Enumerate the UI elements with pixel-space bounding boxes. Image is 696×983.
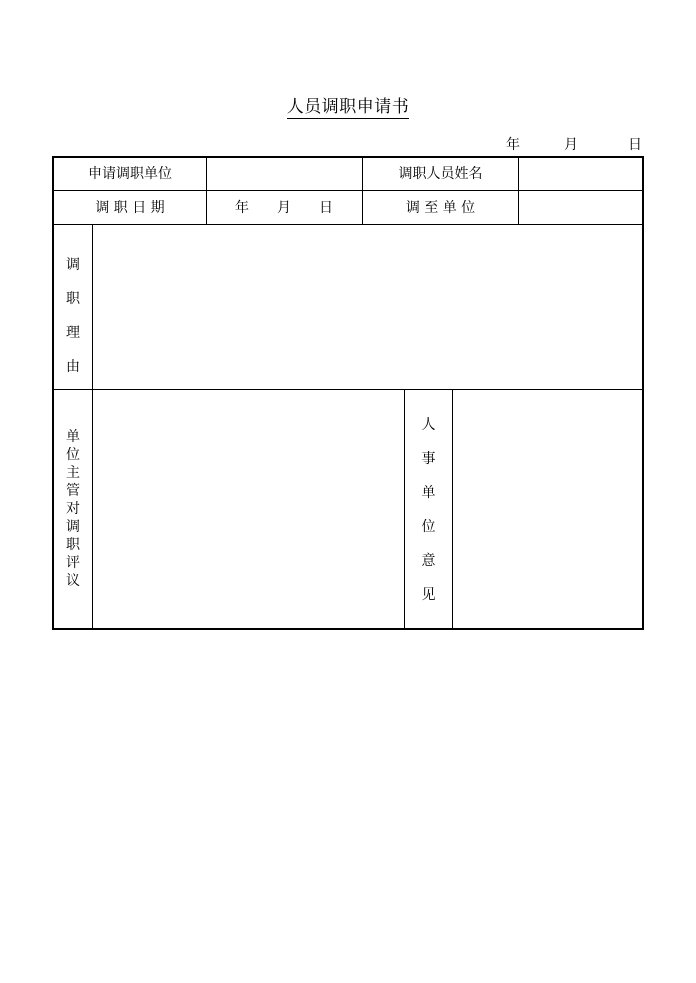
hr-char: 人: [421, 417, 436, 433]
supervisor-char: 单: [66, 429, 80, 445]
transfer-application-form: [52, 156, 644, 630]
supervisor-char: 职: [66, 537, 80, 553]
supervisor-char: 主: [66, 465, 80, 481]
supervisor-char: 调: [66, 519, 80, 535]
transfer-date-field[interactable]: [207, 191, 362, 224]
header-year-label: 年: [506, 137, 520, 153]
hr-opinion-label: [405, 408, 452, 612]
hr-char: 单: [421, 485, 436, 501]
transfer-date-year: 年: [235, 200, 249, 216]
title-text: 人员调职申请书: [286, 97, 410, 117]
transfer-date-month: 月: [277, 200, 291, 216]
reason-label: [54, 248, 92, 384]
supervisor-comment-label: [54, 428, 92, 590]
hr-opinion-field[interactable]: [453, 390, 642, 628]
hr-char: 事: [421, 451, 436, 467]
reason-field[interactable]: [93, 225, 642, 389]
reason-char: 理: [66, 325, 80, 341]
person-name-field[interactable]: [519, 158, 642, 190]
hr-char: 见: [421, 587, 436, 603]
transfer-date-day: 日: [319, 200, 333, 216]
transfer-date-label: 调 职 日 期: [95, 200, 165, 216]
hr-char: 意: [421, 553, 436, 569]
reason-char: 职: [66, 291, 80, 307]
header-date: [506, 136, 646, 154]
person-name-label: 调职人员姓名: [398, 166, 483, 182]
supervisor-comment-field[interactable]: [93, 390, 404, 628]
to-unit-field[interactable]: [519, 191, 642, 224]
apply-unit-field[interactable]: [207, 158, 362, 190]
supervisor-char: 管: [66, 483, 80, 499]
supervisor-char: 对: [66, 501, 80, 517]
page-title: [0, 96, 696, 119]
supervisor-char: 评: [66, 555, 80, 571]
reason-char: 由: [66, 359, 80, 375]
header-day-label: 日: [628, 137, 642, 153]
hr-char: 位: [421, 519, 436, 535]
supervisor-char: 议: [66, 573, 80, 589]
to-unit-label: 调 至 单 位: [405, 200, 476, 216]
supervisor-char: 位: [66, 447, 80, 463]
header-month-label: 月: [564, 137, 578, 153]
reason-char: 调: [66, 257, 80, 273]
apply-unit-label: 申请调职单位: [88, 166, 172, 182]
